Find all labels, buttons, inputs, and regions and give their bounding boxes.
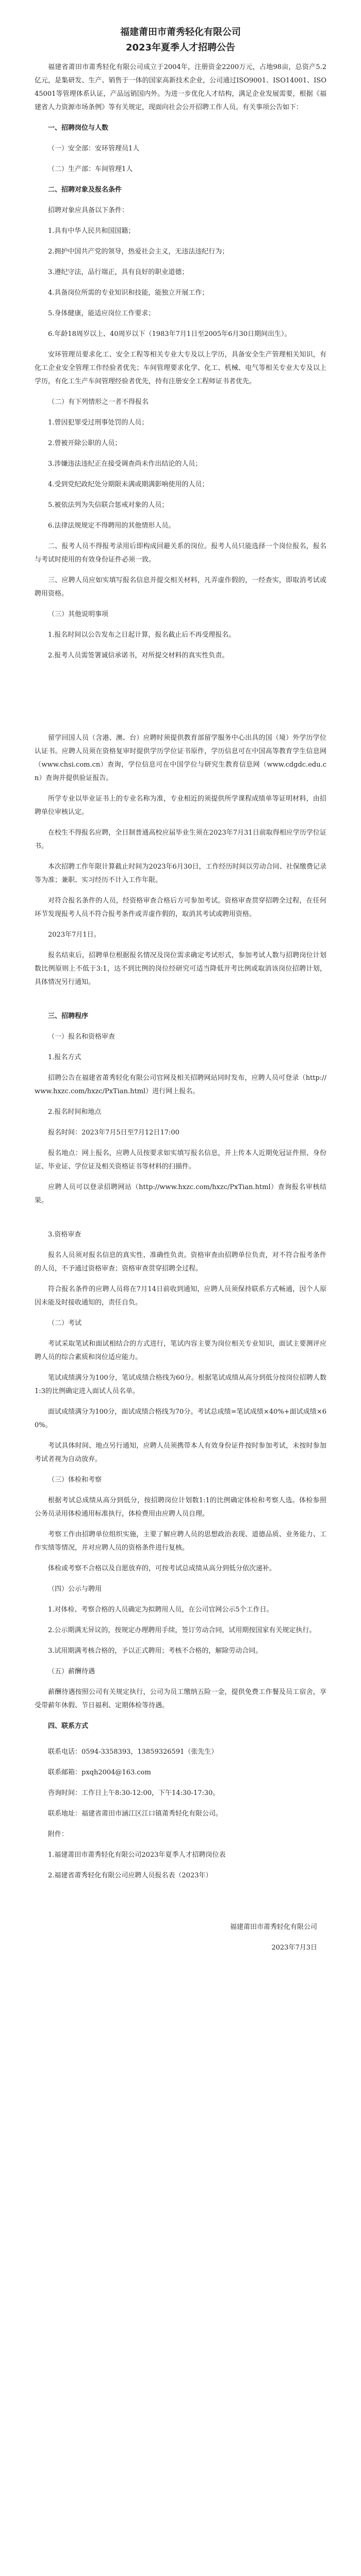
extra-rule: 三、应聘人员应如实填写报名信息并提交相关材料，凡弄虚作假的，一经查实，即取消考试或聘用资格。: [35, 577, 326, 598]
registration-time-text: 报名时间：2023年7月5日至7月12日17:00: [48, 1129, 179, 1137]
document-title-line-2: 2023年夏季人才招聘公告: [125, 42, 236, 53]
condition-item: 2.拥护中国共产党的领导，热爱社会主义，无违法违纪行为；: [48, 248, 229, 256]
condition-item: 5.身体健康，能适应岗位工作要求；: [48, 310, 155, 317]
section-heading-conditions: 二、招聘对象及报名条件: [48, 186, 122, 194]
notice-text: 符合报名条件的应聘人员将在7月14日前收到通知，应聘人员须保持联系方式畅通，因个人原因未能及时接收通知的，责任自负。: [35, 1285, 326, 1307]
hire-item: 3.试用期满考核合格的，予以正式聘用；考核不合格的，解除劳动合同。: [48, 1647, 262, 1655]
other-notes-heading: （三）其他说明事项: [48, 611, 109, 618]
condition-item: 1.具有中华人民共和国国籍；: [48, 227, 135, 235]
other-note-item: 2.报考人员需签署诚信承诺书，对所提交材料的真实性负责。: [48, 652, 229, 659]
registration-method-heading: 1.报名方式: [48, 1054, 81, 1061]
conditions-intro: 招聘对象应具备以下条件：: [48, 207, 129, 214]
check-paragraph: 体检或考察不合格以及自愿放弃的，可按考试总成绩从高分到低分依次递补。: [48, 1565, 276, 1572]
position-item: （二）生产部：车间管理1人: [48, 165, 133, 173]
qualification-paragraph: 所学专业以毕业证书上的专业名称为准，专业相近的须提供所学课程成绩单等证明材料，由招聘单位审核认定。: [35, 795, 326, 816]
contact-email: 联系邮箱：pxqh2004@163.com: [48, 1769, 151, 1776]
attachments-heading: 附件：: [48, 1831, 69, 1838]
review-text: 报名人员须对报名信息的真实性、准确性负责。资格审查由招聘单位负责，对不符合报考条件的人员，不予通过资格审查；资格审查贯穿招聘全过程。: [35, 1251, 326, 1273]
intro-paragraph: 福建省莆田市莆秀轻化有限公司成立于2004年，注册资金2200万元，占地98亩，总资产5.2亿元，是集研发、生产、销售于一体的国家高新技术企业，公司通过ISO9001、ISO14001、ISO45001等管理体系认证，产品远销国内外。为进一步优化人才结构，满足企业发展需要，根据《福建省人力资源市场条例》等有关规定，现面向社会公开招聘工作人员。有关事项公告如下：: [35, 63, 326, 111]
registration-time-heading: 2.报名时间和地点: [48, 1108, 102, 1116]
position-requirements-note: 安环管理员要求化工、安全工程等相关专业大专及以上学历，具备安全生产管理相关知识，有化工企业安全管理工作经验者优先；车间管理要求化学、化工、机械、电气等相关专业大专及以上学历，有化工生产车间管理经验者优先，持有注册安全工程师证书者优先。: [35, 351, 326, 385]
section-heading-procedure: 三、招聘程序: [48, 1012, 89, 1020]
registration-method-text: 招聘公告在福建省莆秀轻化有限公司官网及相关招聘网站同时发布，应聘人员可登录（http://www.hxzc.com/hxzc/PxTian.html）进行网上报名。: [35, 1074, 326, 1095]
check-paragraph: 考察工作由招聘单位组织实施，主要了解应聘人员的思想政治表现、道德品质、业务能力、工作实绩等情况，并对应聘人员的资格条件进行复核。: [35, 1531, 326, 1552]
announcement-document: [35, 0, 326, 1955]
attachment-item: 2.福建省莆秀轻化有限公司应聘人员报名表（2023年）: [48, 1872, 212, 1879]
exclusion-item: 1.曾因犯罪受过刑事处罚的人员；: [48, 419, 149, 427]
section-heading-contact: 四、联系方式: [48, 1722, 89, 1730]
exam-paragraph: 笔试成绩满分为100分，笔试成绩合格线为60分。根据笔试成绩从高分到低分按岗位招聘人数1:3的比例确定进入面试人员名单。: [35, 1374, 326, 1395]
contact-hours: 咨询时间：工作日上午8:30-12:00，下午14:30-17:30。: [48, 1789, 220, 1797]
exclusions-heading: （二）有下列情形之一者不得报名: [48, 398, 149, 406]
signature-date: 2023年7月3日: [271, 1944, 317, 1952]
exam-paragraph: 面试成绩满分为100分，面试成绩合格线为70分。考试总成绩=笔试成绩×40%+面试成绩×60%。: [35, 1408, 326, 1429]
document-title-line-1: 福建莆田市莆秀轻化有限公司: [120, 27, 241, 38]
check-paragraph: 根据考试总成绩从高分到低分，按招聘岗位计划数1:1的比例确定体检和考察人选。体检参照公务员录用体检通用标准执行，体检费用由应聘人员自理。: [35, 1497, 326, 1518]
hire-item: 2.公示期满无异议的，按规定办理聘用手续，签订劳动合同，试用期按国家有关规定执行。: [48, 1626, 316, 1634]
exam-ratio-paragraph: 报名结束后，招聘单位根据报名情况及岗位需求确定考试形式，参加考试人数与招聘岗位计划数比例原则上不低于3:1，达不到比例的岗位经研究可适当降低开考比例或取消该岗位招聘计划，具体情况另行通知。: [35, 952, 326, 986]
subheading-registration: （一）报名和资格审查: [48, 1033, 116, 1041]
contact-address: 联系地址：福建省莆田市涵江区江口镇莆秀轻化有限公司。: [48, 1810, 223, 1818]
condition-item: 4.具备岗位所需的专业知识和技能，能独立开展工作；: [48, 289, 209, 297]
hire-item: 1.对体检、考察合格的人员确定为拟聘用人员，在公司官网公示5个工作日。: [48, 1606, 273, 1614]
exclusion-item: 2.曾被开除公职的人员；: [48, 439, 122, 447]
qualification-paragraph: 本次招聘工作年限计算截止时间为2023年6月30日，工作经历时间以劳动合同、社保缴费记录等为准；兼职、实习经历不计入工作年限。: [35, 863, 326, 884]
attachment-item: 1.福建莆田市莆秀轻化有限公司2023年夏季人才招聘岗位表: [48, 1851, 226, 1859]
subheading-pay: （五）薪酬待遇: [48, 1668, 95, 1675]
registration-query-text: 应聘人员可以登录招聘网站（http://www.hxzc.com/hxzc/PxTian.html）查询报名审核结果。: [35, 1183, 326, 1205]
registration-place-text: 报名地点：网上报名，应聘人员按要求如实填写报名信息，并上传本人近期免冠证件照、身份证、毕业证、学位证及相关资格证书等材料的扫描件。: [35, 1149, 326, 1171]
extra-rule: 二、报考人员不得报考录用后即构成回避关系的岗位。报考人员只能选择一个岗位报名，报名与考试时使用的有效身份证件必须一致。: [35, 543, 326, 564]
other-note-item: 1.报名时间以公告发布之日起计算，报名截止后不再受理报名。: [48, 631, 236, 639]
subheading-physical-check: （三）体检和考察: [48, 1476, 102, 1484]
subheading-hiring: （四）公示与聘用: [48, 1585, 102, 1593]
exam-note: 考试具体时间、地点另行通知，应聘人员须携带本人有效身份证件按时参加考试，未按时参加考试者视为自动放弃。: [35, 1442, 326, 1463]
section-heading-positions: 一、招聘岗位与人数: [48, 124, 109, 132]
exclusion-item: 4.受到党纪政纪处分期限未满或期满影响使用的人员；: [48, 481, 209, 488]
review-heading: 3.资格审查: [48, 1231, 81, 1239]
condition-item: 3.遵纪守法，品行端正，具有良好的职业道德；: [48, 268, 189, 276]
position-item: （一）安全部：安环管理员1人: [48, 145, 140, 152]
exclusion-item: 3.涉嫌违法违纪正在接受调查尚未作出结论的人员；: [48, 460, 202, 468]
contact-phone: 联系电话：0594-3358393，13859326591（张先生）: [48, 1748, 218, 1756]
exclusion-item: 6.法律法规规定不得聘用的其他情形人员。: [48, 522, 175, 530]
subheading-exam: （二）考试: [48, 1319, 82, 1327]
qualification-paragraph: 在校生不得报名应聘，全日制普通高校应届毕业生须在2023年7月31日前取得相应学历学位证书。: [35, 829, 326, 850]
exclusion-item: 5.被依法列为失信联合惩戒对象的人员；: [48, 501, 169, 509]
pay-text: 薪酬待遇按照公司有关规定执行，公司为员工缴纳五险一金，提供免费工作餐及员工宿舍，享受带薪年休假、节日福利、定期体检等待遇。: [35, 1688, 326, 1709]
qualification-paragraph: 留学回国人员（含港、澳、台）应聘时须提供教育部留学服务中心出具的国（境）外学历学位认证书。应聘人员须在资格复审时提供学历学位证书原件，学历信息可在中国高等教育学生信息网（www.chsi.com.cn）查询，学位信息可在中国学位与研究生教育信息网（www.cdgdc.edu.cn）查询并提供验证报告。: [35, 734, 326, 782]
condition-item: 6.年龄18周岁以上、40周岁以下（1983年7月1日至2005年6月30日期间出生）。: [48, 330, 291, 338]
qualification-paragraph: 对符合报名条件的人员，经资格审查合格后方可参加考试。资格审查贯穿招聘全过程，在任何环节发现报考人员不符合报考条件或弄虚作假的，取消其考试或聘用资格。: [35, 897, 326, 918]
exam-paragraph: 考试采取笔试和面试相结合的方式进行，笔试内容主要为岗位相关专业知识，面试主要测评应聘人员的综合素质和岗位适应能力。: [35, 1340, 326, 1361]
signature-company: 福建莆田市莆秀轻化有限公司: [229, 1923, 317, 1931]
date-line: 2023年7月1日。: [48, 931, 101, 939]
